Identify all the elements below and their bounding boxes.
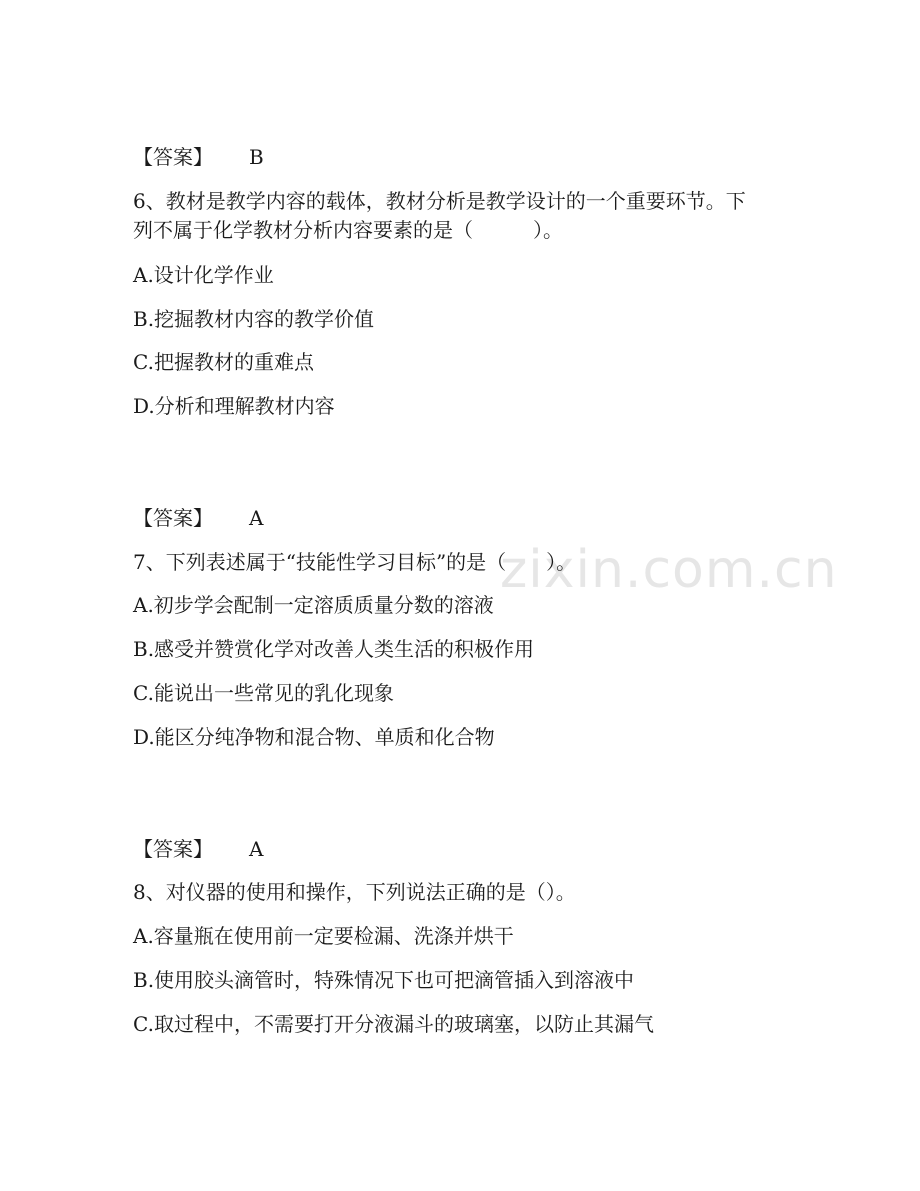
answer-value: A — [249, 506, 264, 530]
option-c: C.能说出一些常见的乳化现象 — [133, 681, 394, 705]
option-c: C.取过程中，不需要打开分液漏斗的玻璃塞，以防止其漏气 — [133, 1012, 654, 1036]
answer-value: B — [249, 145, 264, 169]
question-stem: 7、下列表述属于“技能性学习目标”的是（ ）。 — [133, 550, 577, 574]
answer-label: 【答案】 — [133, 837, 213, 861]
option-a: A.初步学会配制一定溶质质量分数的溶液 — [133, 593, 494, 617]
option-a: A.容量瓶在使用前一定要检漏、洗涤并烘干 — [133, 924, 514, 948]
option-b: B.感受并赞赏化学对改善人类生活的积极作用 — [133, 637, 535, 661]
option-d: D.分析和理解教材内容 — [133, 394, 335, 418]
answer-label: 【答案】 — [133, 506, 213, 530]
answer-line — [133, 144, 264, 170]
watermark: zixin.com.cn — [500, 540, 838, 600]
question-stem: 6、教材是教学内容的载体，教材分析是教学设计的一个重要环节。下 — [133, 189, 746, 213]
option-b: B.使用胶头滴管时，特殊情况下也可把滴管插入到溶液中 — [133, 968, 635, 992]
answer-label: 【答案】 — [133, 145, 213, 169]
question-stem-continued: 列不属于化学教材分析内容要素的是（ ）。 — [133, 218, 563, 242]
option-a: A.设计化学作业 — [133, 263, 274, 287]
question-stem: 8、对仪器的使用和操作，下列说法正确的是（）。 — [133, 880, 576, 904]
option-d: D.能区分纯净物和混合物、单质和化合物 — [133, 725, 495, 749]
option-c: C.把握教材的重难点 — [133, 350, 314, 374]
answer-value: A — [249, 837, 264, 861]
answer-line — [133, 505, 264, 531]
option-b: B.挖掘教材内容的教学价值 — [133, 307, 375, 331]
answer-line — [133, 836, 264, 862]
